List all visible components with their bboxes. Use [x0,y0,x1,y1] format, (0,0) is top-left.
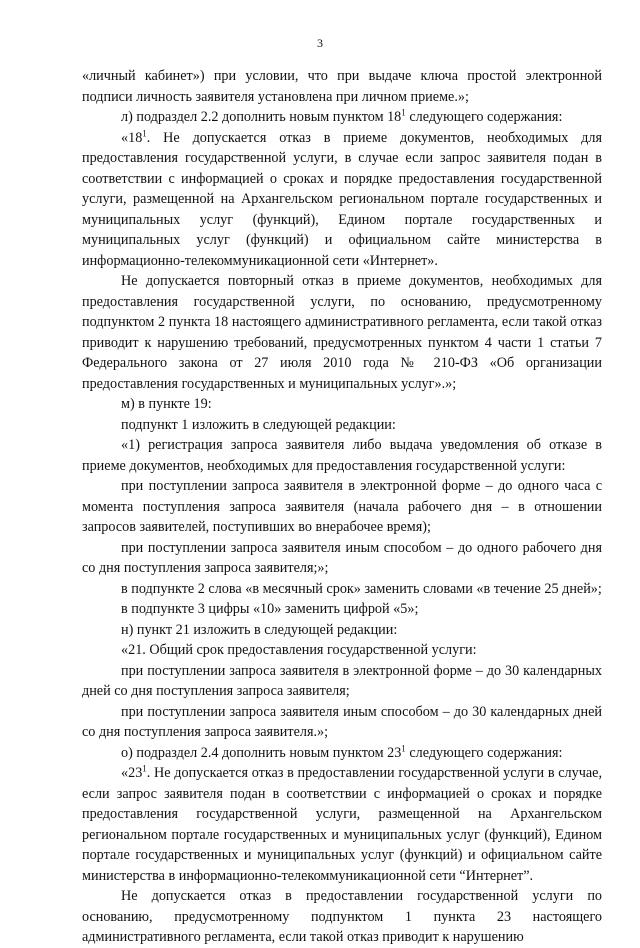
paragraph [82,743,602,764]
superscript: 1 [142,763,147,774]
paragraph: м) в пункте 19: [121,396,212,412]
paragraph-text: л) подраздел 2.2 дополнить новым пунктом 18 [121,109,402,125]
paragraph-text: «18 [121,129,143,146]
paragraph-text: «23 [121,765,143,781]
paragraph: Не допускается отказ в предоставлении государственной услуги по основанию, предусмотренному подпунктом 1 пункта 23 настоящего административного регламента, если такой отказ приводит к нарушению [82,888,602,945]
paragraph: подпункт 1 изложить в следующей редакции: [121,416,396,433]
page-number: 3 [317,36,323,50]
paragraph-text: . Не допускается отказ в предоставлении государственной услуги в случае, если запрос заявителя подан в соответствии с информацией о сроках и порядке предоставления государственной услуги, размещенной на Архангельском региональном портале государственных и муниципальных услуг (функций), Едином портале государственных и муниципальных услуг (функций) и официальном сайте министерства в информационно-телекоммуникационной сети “Интернет”. [82,765,602,884]
paragraph: Не допускается повторный отказ в приеме документов, необходимых для предоставления государственной услуги, по основанию, предусмотренному подпунктом 2 пункта 18 настоящего административного регламента, если такой отказ приводит к нарушению требований, предусмотренных пунктом 4 части 1 статьи 7 Федерального закона от 27 июля 2010 года № 210-ФЗ «Об организации предоставления государственных и муниципальных услуг».»; [82,273,602,392]
superscript: 1 [142,127,147,138]
document-body [82,66,602,948]
paragraph: при поступлении запроса заявителя иным способом – до 30 календарных дней со дня поступления запроса заявителя.»; [82,703,602,740]
paragraph-text: следующего содержания: [405,744,563,761]
paragraph-text: следующего содержания: [405,109,563,125]
paragraph: в подпункте 3 цифры «10» заменить цифрой «5»; [121,601,419,617]
paragraph: в подпункте 2 слова «в месячный срок» заменить словами «в течение 25 дней»; [121,580,602,597]
superscript: 1 [401,107,406,118]
paragraph: при поступлении запроса заявителя иным способом – до одного рабочего дня со дня поступления запроса заявителя;»; [82,539,602,576]
paragraph: при поступлении запроса заявителя в электронной форме – до 30 календарных дней со дня поступления запроса заявителя; [82,662,602,699]
paragraph [82,107,602,128]
paragraph: «21. Общий срок предоставления государственной услуги: [121,642,477,658]
paragraph-text: о) подраздел 2.4 дополнить новым пунктом 23 [121,744,402,761]
paragraph: «1) регистрация запроса заявителя либо выдача уведомления об отказе в приеме документов, необходимых для предоставления государственной услуги: [82,437,602,474]
superscript: 1 [401,742,406,753]
paragraph [82,128,602,272]
paragraph [82,763,602,886]
paragraph-text: . Не допускается отказ в приеме документов, необходимых для предоставления государственной услуги, в случае если запрос заявителя подан в соответствии с информацией о сроках и порядке предоставления государственной услуги, размещенной на Архангельском региональном портале государственных и муниципальных услуг (функций), Едином портале государственных и муниципальных услуг (функций) и официальном сайте министерства в информационно-телекоммуникационной сети «Интернет». [82,129,602,269]
paragraph: н) пункт 21 изложить в следующей редакции: [121,621,398,638]
paragraph: «личный кабинет») при условии, что при выдаче ключа простой электронной подписи личность заявителя установлена при личном приеме.»; [82,68,602,105]
paragraph: при поступлении запроса заявителя в электронной форме – до одного часа с момента поступления запроса заявителя (начала рабочего дня – в отношении запросов заявителей, поступивших во внерабочее время); [82,478,602,535]
